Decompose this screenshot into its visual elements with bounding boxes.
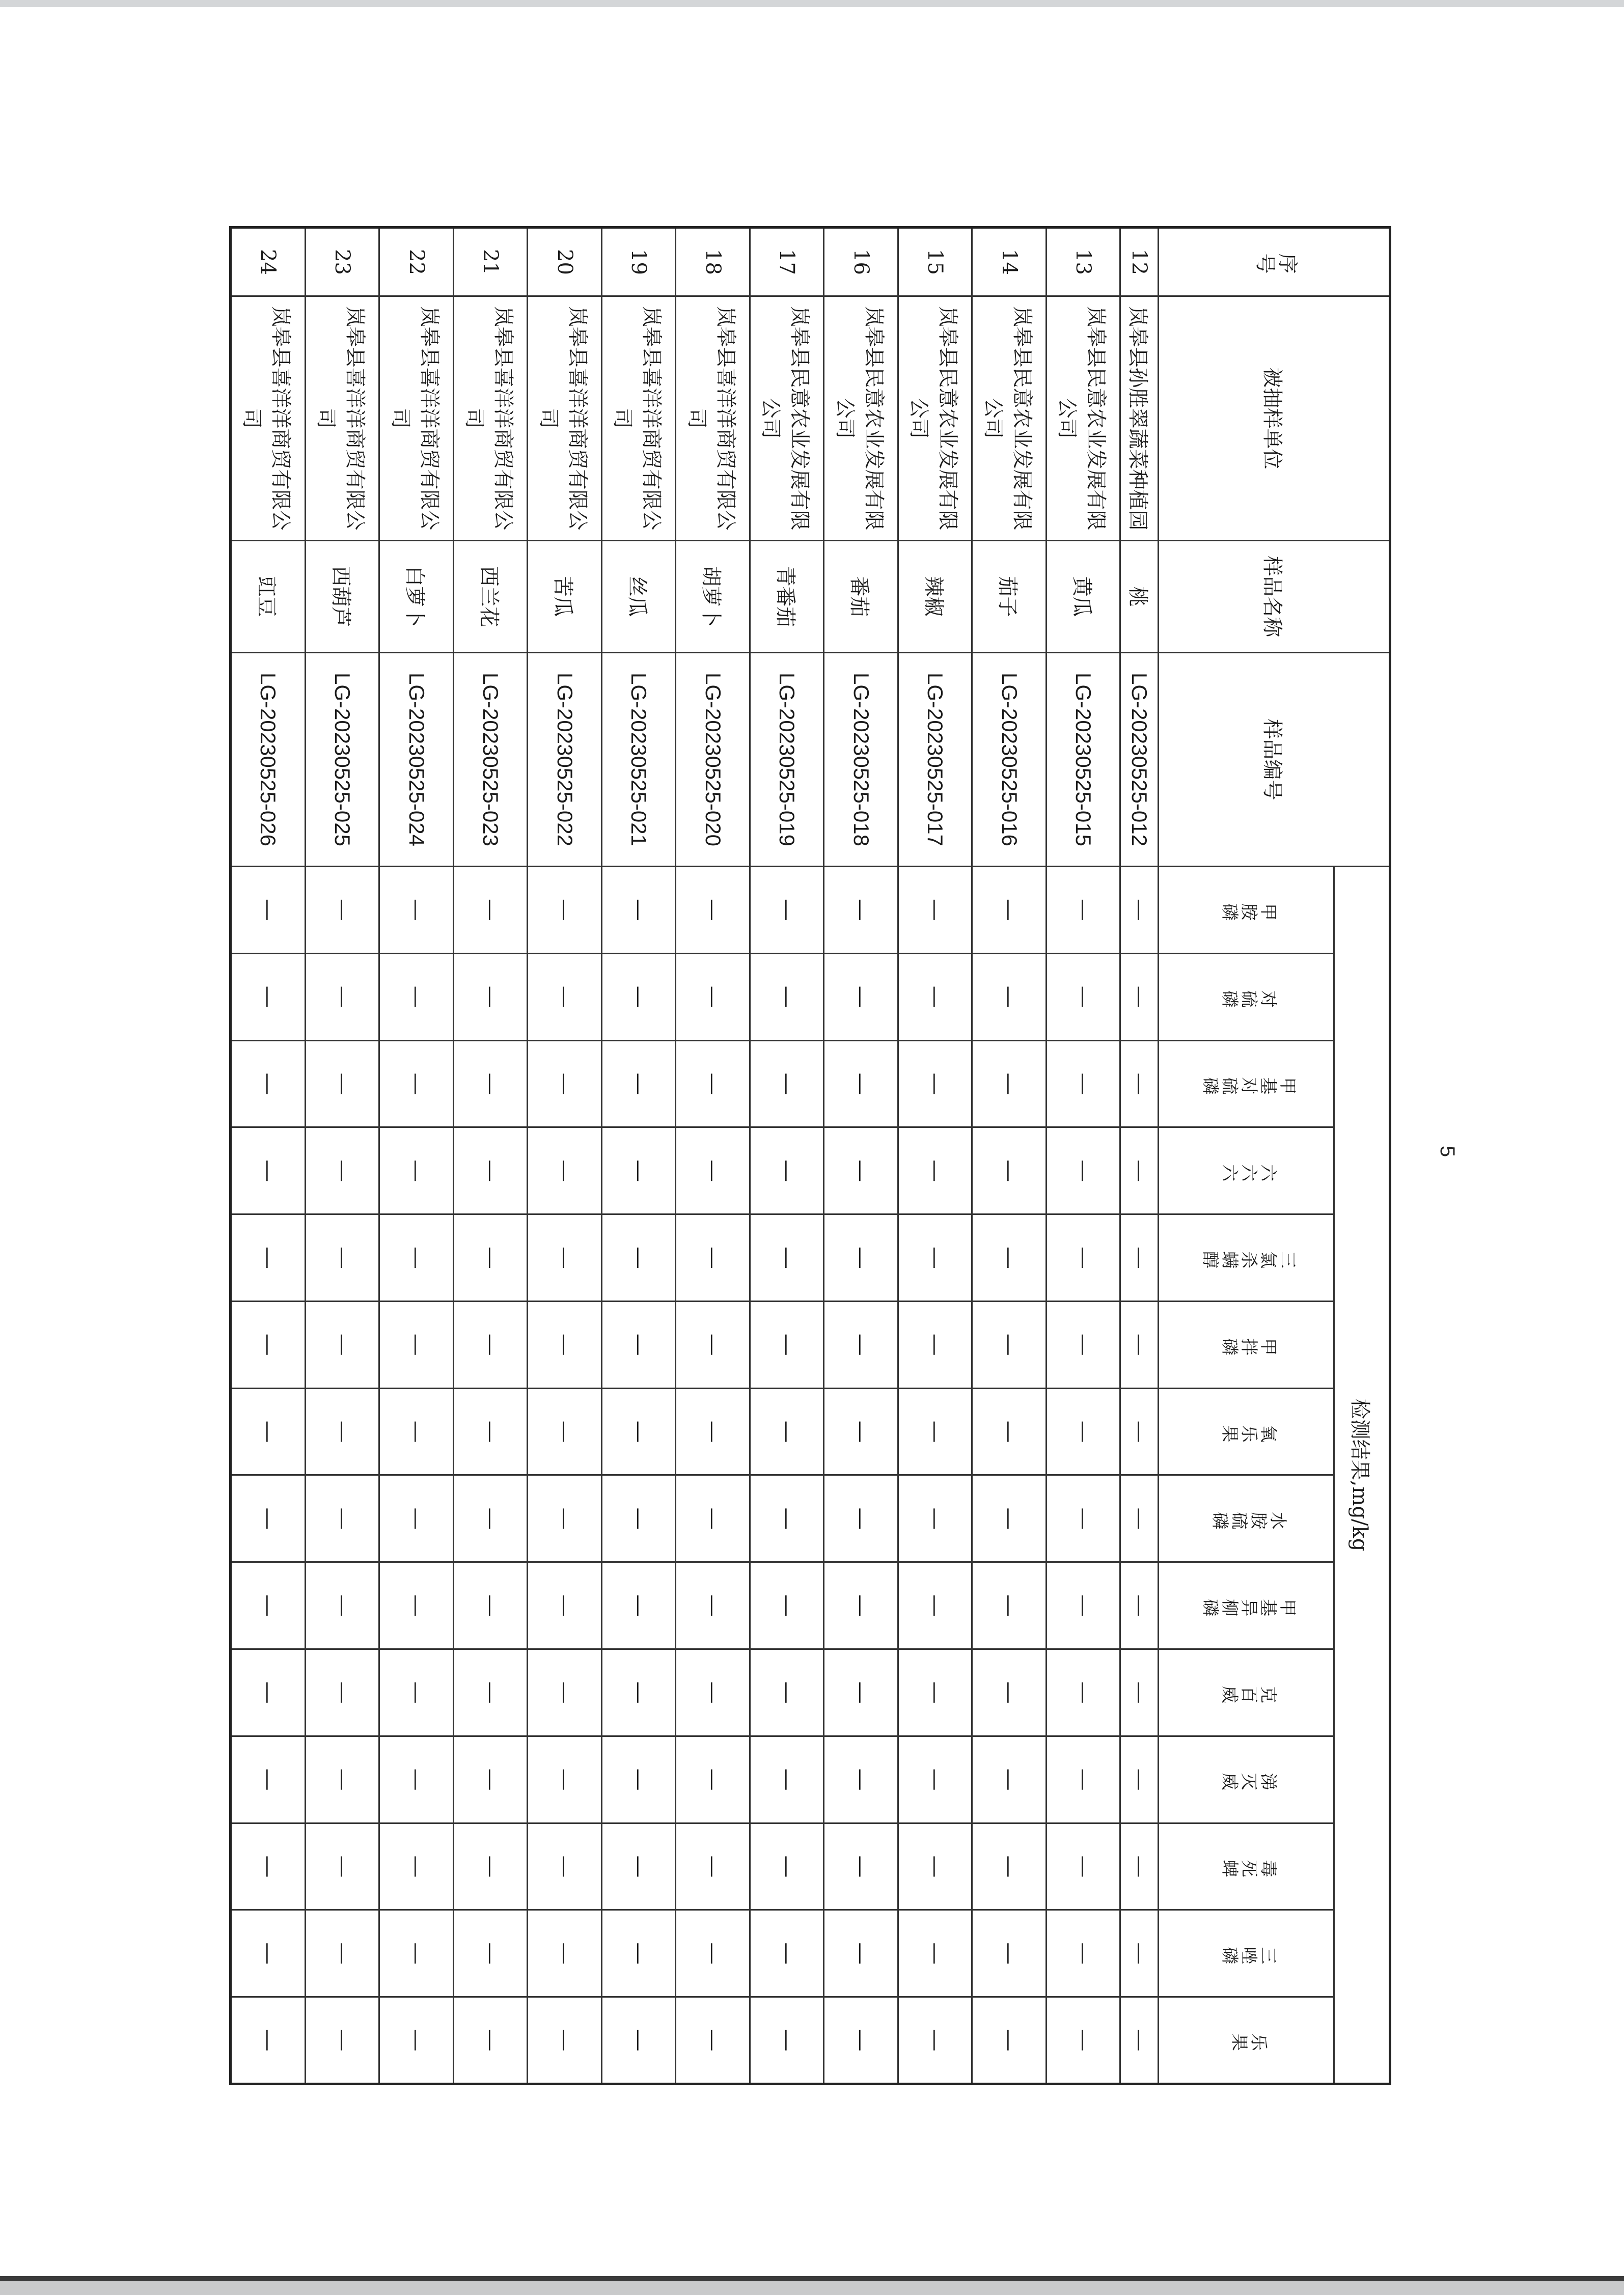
cell-result: — (231, 1040, 306, 1127)
cell-result: — (453, 1127, 528, 1214)
header-sample-name: 样品名称 (1159, 541, 1390, 653)
cell-result: — (601, 953, 676, 1040)
cell-result: — (601, 1997, 676, 2084)
cell-result: — (453, 1562, 528, 1649)
cell-result: — (824, 1649, 898, 1736)
cell-result: — (898, 1562, 972, 1649)
cell-result: — (1046, 1997, 1120, 2084)
cell-result: — (453, 1823, 528, 1910)
cell-result: — (972, 1562, 1047, 1649)
cell-seq: 13 (1046, 228, 1120, 296)
cell-result: — (231, 1127, 306, 1214)
cell-seq: 19 (601, 228, 676, 296)
cell-result: — (676, 1475, 750, 1562)
cell-result: — (453, 953, 528, 1040)
cell-result: — (231, 1301, 306, 1388)
cell-result: — (601, 1910, 676, 1997)
cell-sample-name: 黄瓜 (1046, 541, 1120, 653)
cell-result: — (1120, 953, 1159, 1040)
cell-result: — (824, 1475, 898, 1562)
cell-unit: 岚皋县喜洋洋商贸有限公司 (453, 296, 528, 541)
cell-result: — (1120, 1997, 1159, 2084)
cell-result: — (453, 867, 528, 954)
cell-result: — (1046, 1823, 1120, 1910)
cell-result: — (305, 1388, 379, 1475)
cell-result: — (1120, 1823, 1159, 1910)
cell-result: — (528, 1910, 602, 1997)
header-sample-id: 样品编号 (1159, 653, 1390, 867)
cell-result: — (676, 1910, 750, 1997)
cell-result: — (1046, 1475, 1120, 1562)
cell-result: — (1046, 1040, 1120, 1127)
cell-result: — (824, 867, 898, 954)
cell-result: — (676, 1823, 750, 1910)
header-row-1 (1334, 228, 1390, 2084)
cell-result: — (601, 1040, 676, 1127)
cell-result: — (601, 867, 676, 954)
header-unit: 被抽样单位 (1159, 296, 1390, 541)
cell-result: — (750, 1214, 824, 1302)
cell-result: — (305, 1823, 379, 1910)
cell-result: — (1046, 1301, 1120, 1388)
cell-result: — (231, 1736, 306, 1823)
cell-result: — (528, 1040, 602, 1127)
cell-result: — (379, 1214, 454, 1302)
cell-result: — (824, 1388, 898, 1475)
cell-result: — (528, 1127, 602, 1214)
cell-result: — (379, 1823, 454, 1910)
cell-result: — (750, 1127, 824, 1214)
cell-sample-id: LG-20230525-015 (1046, 653, 1120, 867)
cell-result: — (1120, 1040, 1159, 1127)
header-analyte: 甲基异柳磷 (1159, 1562, 1334, 1649)
cell-result: — (972, 1475, 1047, 1562)
cell-result: — (379, 1736, 454, 1823)
cell-result: — (305, 1301, 379, 1388)
cell-result: — (676, 1214, 750, 1302)
cell-result: — (750, 1562, 824, 1649)
cell-sample-id: LG-20230525-017 (898, 653, 972, 867)
cell-result: — (379, 867, 454, 954)
cell-unit: 岚皋县民意农业发展有限公司 (750, 296, 824, 541)
cell-result: — (898, 1823, 972, 1910)
cell-result: — (676, 1997, 750, 2084)
cell-unit: 岚皋县喜洋洋商贸有限公司 (676, 296, 750, 541)
cell-result: — (972, 1736, 1047, 1823)
cell-result: — (676, 1040, 750, 1127)
cell-result: — (305, 1910, 379, 1997)
cell-sample-name: 西兰花 (453, 541, 528, 653)
cell-seq: 24 (231, 228, 306, 296)
cell-sample-id: LG-20230525-022 (528, 653, 602, 867)
cell-result: — (601, 1562, 676, 1649)
cell-result: — (972, 1127, 1047, 1214)
header-analyte: 毒死蜱 (1159, 1823, 1334, 1910)
cell-sample-name: 豇豆 (231, 541, 306, 653)
cell-sample-id: LG-20230525-019 (750, 653, 824, 867)
cell-result: — (601, 1301, 676, 1388)
header-results-group: 检测结果,mg/kg (1334, 867, 1390, 2084)
cell-result: — (453, 1997, 528, 2084)
table-body (231, 228, 1159, 2084)
cell-sample-name: 青番茄 (750, 541, 824, 653)
cell-result: — (824, 1127, 898, 1214)
cell-sample-id: LG-20230525-016 (972, 653, 1047, 867)
cell-result: — (601, 1475, 676, 1562)
cell-result: — (824, 1301, 898, 1388)
cell-result: — (453, 1649, 528, 1736)
cell-sample-id: LG-20230525-023 (453, 653, 528, 867)
cell-result: — (972, 1997, 1047, 2084)
table-row (601, 228, 676, 2084)
header-analyte: 对硫磷 (1159, 953, 1334, 1040)
cell-result: — (824, 1823, 898, 1910)
cell-result: — (453, 1475, 528, 1562)
cell-result: — (676, 1127, 750, 1214)
cell-result: — (676, 1649, 750, 1736)
cell-sample-name: 番茄 (824, 541, 898, 653)
cell-result: — (972, 1823, 1047, 1910)
cell-result: — (528, 867, 602, 954)
cell-sample-name: 丝瓜 (601, 541, 676, 653)
cell-unit: 岚皋县孙胜翠蔬菜种植园 (1120, 296, 1159, 541)
cell-result: — (898, 1301, 972, 1388)
cell-sample-name: 茄子 (972, 541, 1047, 653)
cell-result: — (972, 1040, 1047, 1127)
cell-unit: 岚皋县喜洋洋商贸有限公司 (305, 296, 379, 541)
cell-result: — (750, 867, 824, 954)
cell-result: — (1046, 1127, 1120, 1214)
cell-result: — (676, 867, 750, 954)
table-row (1120, 228, 1159, 2084)
cell-result: — (676, 1301, 750, 1388)
cell-result: — (824, 953, 898, 1040)
cell-result: — (750, 953, 824, 1040)
cell-sample-id: LG-20230525-018 (824, 653, 898, 867)
cell-result: — (972, 1214, 1047, 1302)
cell-result: — (601, 1214, 676, 1302)
cell-result: — (305, 1736, 379, 1823)
cell-result: — (231, 953, 306, 1040)
cell-result: — (305, 1475, 379, 1562)
table-row (898, 228, 972, 2084)
cell-result: — (305, 1649, 379, 1736)
cell-unit: 岚皋县喜洋洋商贸有限公司 (528, 296, 602, 541)
cell-result: — (1046, 1910, 1120, 1997)
cell-result: — (898, 1040, 972, 1127)
results-table (229, 226, 1391, 2085)
cell-sample-name: 辣椒 (898, 541, 972, 653)
cell-result: — (972, 1301, 1047, 1388)
cell-result: — (601, 1823, 676, 1910)
cell-result: — (1120, 1910, 1159, 1997)
cell-result: — (231, 867, 306, 954)
cell-result: — (528, 1562, 602, 1649)
header-analyte: 涕灭威 (1159, 1736, 1334, 1823)
cell-seq: 23 (305, 228, 379, 296)
cell-result: — (1046, 867, 1120, 954)
cell-sample-name: 桃 (1120, 541, 1159, 653)
header-analyte: 克百威 (1159, 1649, 1334, 1736)
cell-result: — (528, 1214, 602, 1302)
cell-sample-name: 西葫芦 (305, 541, 379, 653)
table-row (528, 228, 602, 2084)
table-row (824, 228, 898, 2084)
cell-result: — (305, 953, 379, 1040)
cell-result: — (528, 953, 602, 1040)
cell-result: — (898, 953, 972, 1040)
cell-seq: 15 (898, 228, 972, 296)
results-table-wrapper (229, 226, 1391, 2083)
cell-result: — (305, 1997, 379, 2084)
cell-result: — (379, 1388, 454, 1475)
cell-sample-id: LG-20230525-024 (379, 653, 454, 867)
cell-unit: 岚皋县民意农业发展有限公司 (898, 296, 972, 541)
header-analyte: 甲胺磷 (1159, 867, 1334, 954)
cell-result: — (824, 1736, 898, 1823)
cell-result: — (305, 867, 379, 954)
cell-result: — (824, 1562, 898, 1649)
cell-result: — (750, 1388, 824, 1475)
header-analyte: 甲基对硫磷 (1159, 1040, 1334, 1127)
cell-sample-id: LG-20230525-021 (601, 653, 676, 867)
cell-seq: 21 (453, 228, 528, 296)
header-analyte: 三氯杀螨醇 (1159, 1214, 1334, 1302)
table-row (750, 228, 824, 2084)
cell-result: — (750, 1649, 824, 1736)
cell-seq: 20 (528, 228, 602, 296)
cell-result: — (750, 1736, 824, 1823)
cell-result: — (750, 1997, 824, 2084)
header-analyte: 水胺硫磷 (1159, 1475, 1334, 1562)
header-analyte: 三唑磷 (1159, 1910, 1334, 1997)
cell-unit: 岚皋县喜洋洋商贸有限公司 (379, 296, 454, 541)
cell-unit: 岚皋县喜洋洋商贸有限公司 (601, 296, 676, 541)
cell-result: — (601, 1649, 676, 1736)
cell-result: — (453, 1910, 528, 1997)
cell-result: — (231, 1997, 306, 2084)
cell-result: — (898, 1649, 972, 1736)
cell-result: — (453, 1301, 528, 1388)
cell-result: — (231, 1562, 306, 1649)
cell-result: — (676, 1562, 750, 1649)
cell-result: — (1120, 1475, 1159, 1562)
cell-result: — (1046, 953, 1120, 1040)
cell-sample-name: 苦瓜 (528, 541, 602, 653)
cell-result: — (231, 1823, 306, 1910)
cell-result: — (305, 1040, 379, 1127)
cell-result: — (231, 1475, 306, 1562)
cell-result: — (898, 1214, 972, 1302)
cell-result: — (1120, 1736, 1159, 1823)
cell-result: — (601, 1388, 676, 1475)
cell-result: — (528, 1475, 602, 1562)
cell-result: — (972, 1649, 1047, 1736)
table-row (676, 228, 750, 2084)
cell-seq: 18 (676, 228, 750, 296)
cell-result: — (1120, 1301, 1159, 1388)
cell-result: — (453, 1736, 528, 1823)
cell-result: — (824, 1040, 898, 1127)
cell-result: — (528, 1823, 602, 1910)
cell-result: — (676, 1388, 750, 1475)
cell-result: — (1046, 1736, 1120, 1823)
cell-seq: 12 (1120, 228, 1159, 296)
cell-sample-id: LG-20230525-012 (1120, 653, 1159, 867)
cell-result: — (898, 867, 972, 954)
cell-result: — (972, 1910, 1047, 1997)
cell-result: — (898, 1388, 972, 1475)
table-row (1046, 228, 1120, 2084)
cell-result: — (379, 1475, 454, 1562)
cell-result: — (453, 1214, 528, 1302)
cell-result: — (750, 1823, 824, 1910)
cell-result: — (676, 953, 750, 1040)
cell-result: — (972, 867, 1047, 954)
table-row (972, 228, 1047, 2084)
cell-result: — (676, 1736, 750, 1823)
cell-result: — (231, 1214, 306, 1302)
cell-seq: 22 (379, 228, 454, 296)
cell-result: — (972, 953, 1047, 1040)
cell-result: — (898, 1736, 972, 1823)
header-seq: 序号 (1159, 228, 1390, 296)
cell-result: — (1120, 867, 1159, 954)
table-row (453, 228, 528, 2084)
scan-bottom-edge (0, 2276, 1624, 2281)
cell-result: — (824, 1214, 898, 1302)
cell-result: — (528, 1997, 602, 2084)
cell-result: — (379, 1562, 454, 1649)
cell-result: — (453, 1040, 528, 1127)
cell-unit: 岚皋县民意农业发展有限公司 (972, 296, 1047, 541)
scan-bottom-fill (0, 2281, 1624, 2295)
cell-result: — (1046, 1214, 1120, 1302)
cell-result: — (1120, 1649, 1159, 1736)
cell-result: — (1046, 1562, 1120, 1649)
cell-result: — (1046, 1649, 1120, 1736)
cell-result: — (305, 1562, 379, 1649)
cell-result: — (601, 1127, 676, 1214)
page-number: 5 (1436, 1146, 1458, 1157)
cell-result: — (1120, 1127, 1159, 1214)
cell-result: — (453, 1388, 528, 1475)
cell-unit: 岚皋县民意农业发展有限公司 (1046, 296, 1120, 541)
cell-seq: 14 (972, 228, 1047, 296)
header-analyte: 氧乐果 (1159, 1388, 1334, 1475)
cell-result: — (379, 1127, 454, 1214)
cell-result: — (750, 1040, 824, 1127)
cell-result: — (379, 1910, 454, 1997)
table-row (379, 228, 454, 2084)
cell-result: — (379, 953, 454, 1040)
cell-result: — (379, 1040, 454, 1127)
cell-result: — (379, 1301, 454, 1388)
cell-sample-name: 白萝卜 (379, 541, 454, 653)
header-analyte: 乐果 (1159, 1997, 1334, 2084)
cell-sample-id: LG-20230525-020 (676, 653, 750, 867)
cell-result: — (231, 1649, 306, 1736)
cell-result: — (528, 1388, 602, 1475)
cell-seq: 16 (824, 228, 898, 296)
table-row (305, 228, 379, 2084)
cell-result: — (305, 1214, 379, 1302)
cell-unit: 岚皋县民意农业发展有限公司 (824, 296, 898, 541)
cell-result: — (528, 1736, 602, 1823)
cell-result: — (379, 1649, 454, 1736)
cell-result: — (898, 1127, 972, 1214)
cell-result: — (898, 1475, 972, 1562)
cell-result: — (528, 1301, 602, 1388)
cell-result: — (601, 1736, 676, 1823)
table-row (231, 228, 306, 2084)
header-analyte: 六六六 (1159, 1127, 1334, 1214)
header-analyte: 甲拌磷 (1159, 1301, 1334, 1388)
cell-seq: 17 (750, 228, 824, 296)
cell-result: — (231, 1910, 306, 1997)
cell-result: — (898, 1910, 972, 1997)
cell-sample-id: LG-20230525-025 (305, 653, 379, 867)
cell-result: — (750, 1301, 824, 1388)
cell-result: — (231, 1388, 306, 1475)
cell-unit: 岚皋县喜洋洋商贸有限公司 (231, 296, 306, 541)
cell-result: — (824, 1997, 898, 2084)
cell-result: — (1120, 1388, 1159, 1475)
cell-result: — (379, 1997, 454, 2084)
cell-result: — (305, 1127, 379, 1214)
cell-result: — (750, 1475, 824, 1562)
cell-result: — (898, 1997, 972, 2084)
cell-sample-name: 胡萝卜 (676, 541, 750, 653)
cell-result: — (1120, 1214, 1159, 1302)
cell-result: — (528, 1649, 602, 1736)
cell-result: — (824, 1910, 898, 1997)
cell-result: — (1046, 1388, 1120, 1475)
cell-sample-id: LG-20230525-026 (231, 653, 306, 867)
cell-result: — (750, 1910, 824, 1997)
cell-result: — (1120, 1562, 1159, 1649)
cell-result: — (972, 1388, 1047, 1475)
